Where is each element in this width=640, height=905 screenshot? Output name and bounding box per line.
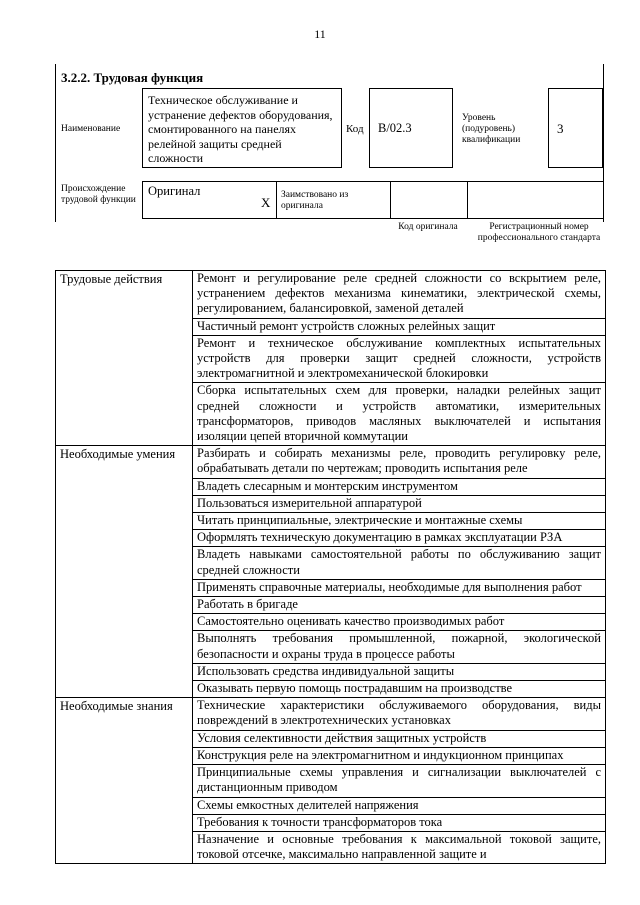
list-item: Владеть навыками самостоятельной работы по обслуживанию защит средней сложности xyxy=(193,547,605,579)
list-item: Требования к точности трансформаторов тока xyxy=(193,815,605,832)
list-item: Частичный ремонт устройств сложных релейных защит xyxy=(193,319,605,336)
list-item: Оформлять техническую документацию в рамках эксплуатации РЗА xyxy=(193,530,605,547)
code-value-box xyxy=(369,88,453,168)
section-row-knowledge xyxy=(56,698,606,864)
list-item: Схемы емкостных делителей напряжения xyxy=(193,798,605,815)
list-item: Использовать средства индивидуальной защиты xyxy=(193,664,605,681)
original-label: Оригинал xyxy=(148,184,201,198)
section-row-skills xyxy=(56,446,606,698)
code-value: В/02.3 xyxy=(378,121,412,135)
list-item: Выполнять требования промышленной, пожарной, экологической безопасности и охраны труда в процессе работы xyxy=(193,631,605,663)
origin-sep-2 xyxy=(276,181,277,218)
code-label: Код xyxy=(346,123,364,135)
level-value: 3 xyxy=(557,121,564,136)
origin-label: Происхождение трудовой функции xyxy=(61,184,136,205)
header-frame-right xyxy=(603,64,604,222)
list-item: Владеть слесарным и монтерским инструментом xyxy=(193,479,605,496)
section-row-actions xyxy=(56,271,606,446)
origin-row-top xyxy=(142,181,603,182)
list-item: Назначение и основные требования к максимальной токовой защите, токовой отсечке, максимально направленной защите и xyxy=(197,831,601,862)
list-item: Принципиальные схемы управления и сигнализации выключателей с дистанционным приводом xyxy=(193,765,605,797)
list-item: Конструкция реле на электромагнитном и индукционном принципах xyxy=(193,748,605,765)
borrowed-label: Заимствовано из оригинала xyxy=(281,190,349,211)
reg-number-caption: Регистрационный номер профессионального стандарта xyxy=(477,222,601,243)
origin-sep-3 xyxy=(390,181,391,218)
original-mark: X xyxy=(261,195,271,210)
list-item: Ремонт и техническое обслуживание комплектных испытательных устройств для проверки защит средней сложности, устройств электромагнитной и электромеханической блокировки xyxy=(193,336,605,384)
name-label: Наименование xyxy=(61,124,121,134)
list-item: Условия селективности действия защитных устройств xyxy=(193,731,605,748)
page-number: 11 xyxy=(314,27,326,41)
section-items-knowledge xyxy=(193,698,606,864)
name-value-box xyxy=(142,88,342,168)
section-label-knowledge: Необходимые знания xyxy=(56,698,193,864)
list-item: Ремонт и регулирование реле средней сложности со вскрытием реле, устранением дефектов механизма кинематики, электрической схемы, регулированием, балансировкой, заменой деталей xyxy=(193,271,605,319)
list-item: Технические характеристики обслуживаемого оборудования, виды повреждений в электротехнических установках xyxy=(193,698,605,730)
list-item: Сборка испытательных схем для проверки, наладки релейных защит средней сложности и устройств автоматики, измерительных трансформаторов, приводов масляных выключателей и испытания изоляции цепей вторичной коммутации xyxy=(197,383,601,444)
section-label-actions: Трудовые действия xyxy=(56,271,193,446)
list-item: Применять справочные материалы, необходимые для выполнения работ xyxy=(193,580,605,597)
list-item: Пользоваться измерительной аппаратурой xyxy=(193,496,605,513)
section-items-skills xyxy=(193,446,606,698)
origin-row-bottom xyxy=(142,218,603,219)
list-item: Работать в бригаде xyxy=(193,597,605,614)
list-item: Разбирать и собирать механизмы реле, проводить регулировку реле, обрабатывать детали по чертежам; проводить испытания реле xyxy=(193,446,605,478)
origin-sep-4 xyxy=(467,181,468,218)
function-table xyxy=(55,270,606,864)
level-label: Уровень (подуровень) квалификации xyxy=(462,113,521,145)
section-label-skills: Необходимые умения xyxy=(56,446,193,698)
origin-sep-1 xyxy=(142,181,143,218)
name-value: Техническое обслуживание и устранение дефектов оборудования, смонтированного на панелях релейной защиты средней сложности xyxy=(148,93,333,165)
section-title: 3.2.2. Трудовая функция xyxy=(61,70,204,85)
list-item: Читать принципиальные, электрические и монтажные схемы xyxy=(193,513,605,530)
list-item: Оказывать первую помощь пострадавшим на производстве xyxy=(197,681,513,696)
original-code-caption: Код оригинала xyxy=(398,222,458,232)
level-value-box xyxy=(548,88,603,168)
list-item: Самостоятельно оценивать качество производимых работ xyxy=(193,614,605,631)
header-frame-left xyxy=(55,64,56,222)
section-items-actions xyxy=(193,271,606,446)
